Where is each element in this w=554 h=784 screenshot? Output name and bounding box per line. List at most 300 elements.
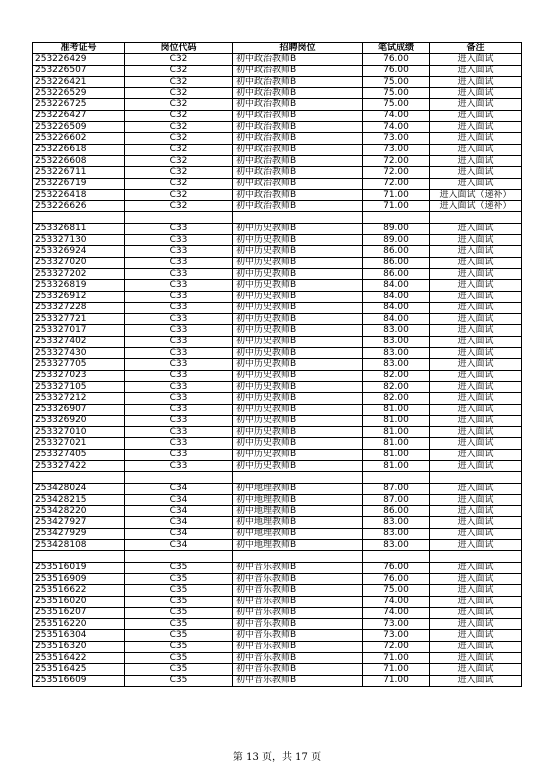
position-cell: 初中政治教师B xyxy=(233,178,363,189)
position-code-cell: C32 xyxy=(125,178,233,189)
table-row xyxy=(33,494,522,505)
score-cell: 71.00 xyxy=(363,664,430,675)
remark-cell: 进入面试（递补） xyxy=(430,201,522,212)
table-row xyxy=(33,641,522,652)
remark-cell: 进入面试 xyxy=(430,325,522,336)
position-code-cell: C33 xyxy=(125,302,233,313)
score-cell: 81.00 xyxy=(363,415,430,426)
exam-id-cell: 253427929 xyxy=(33,528,125,539)
exam-id-cell: 253327405 xyxy=(33,449,125,460)
exam-id-cell: 253226427 xyxy=(33,110,125,121)
position-cell: 初中历史教师B xyxy=(233,280,363,291)
remark-cell xyxy=(430,212,522,223)
score-cell: 86.00 xyxy=(363,506,430,517)
remark-cell xyxy=(430,472,522,483)
position-cell: 初中音乐教师B xyxy=(233,607,363,618)
position-cell: 初中政治教师B xyxy=(233,99,363,110)
position-code-cell: C32 xyxy=(125,155,233,166)
position-code-cell: C33 xyxy=(125,314,233,325)
score-cell: 83.00 xyxy=(363,325,430,336)
table-row xyxy=(33,122,522,133)
remark-cell: 进入面试 xyxy=(430,223,522,234)
position-cell: 初中政治教师B xyxy=(233,155,363,166)
table-row xyxy=(33,381,522,392)
table-row xyxy=(33,596,522,607)
remark-cell: 进入面试 xyxy=(430,280,522,291)
score-cell: 71.00 xyxy=(363,653,430,664)
table-row xyxy=(33,573,522,584)
exam-id-cell: 253326924 xyxy=(33,246,125,257)
position-cell: 初中音乐教师B xyxy=(233,630,363,641)
score-cell: 72.00 xyxy=(363,167,430,178)
exam-id-cell: 253226429 xyxy=(33,54,125,65)
exam-id-cell: 253516220 xyxy=(33,619,125,630)
score-cell: 76.00 xyxy=(363,65,430,76)
position-cell: 初中历史教师B xyxy=(233,348,363,359)
table-row xyxy=(33,619,522,630)
exam-id-cell: 253516020 xyxy=(33,596,125,607)
remark-cell xyxy=(430,551,522,562)
position-code-cell: C35 xyxy=(125,585,233,596)
position-cell: 初中地理教师B xyxy=(233,540,363,551)
exam-id-cell: 253327202 xyxy=(33,268,125,279)
position-code-cell: C33 xyxy=(125,415,233,426)
position-cell: 初中音乐教师B xyxy=(233,664,363,675)
score-cell: 71.00 xyxy=(363,201,430,212)
position-code-cell: C32 xyxy=(125,144,233,155)
score-cell: 76.00 xyxy=(363,54,430,65)
position-code-cell: C33 xyxy=(125,359,233,370)
exam-id-cell xyxy=(33,472,125,483)
table-row xyxy=(33,517,522,528)
position-cell xyxy=(233,472,363,483)
remark-cell: 进入面试 xyxy=(430,404,522,415)
position-code-cell: C33 xyxy=(125,223,233,234)
table-row xyxy=(33,393,522,404)
score-cell: 81.00 xyxy=(363,449,430,460)
header-position: 招聘岗位 xyxy=(233,43,363,54)
table-row xyxy=(33,653,522,664)
remark-cell: 进入面试 xyxy=(430,302,522,313)
position-code-cell: C35 xyxy=(125,573,233,584)
exam-id-cell: 253327105 xyxy=(33,381,125,392)
table-row xyxy=(33,528,522,539)
exam-id-cell: 253327430 xyxy=(33,348,125,359)
exam-id-cell: 253516304 xyxy=(33,630,125,641)
table-row xyxy=(33,336,522,347)
results-table xyxy=(32,42,522,687)
table-body xyxy=(33,54,522,687)
position-code-cell: C33 xyxy=(125,325,233,336)
position-cell xyxy=(233,212,363,223)
table-row xyxy=(33,460,522,471)
exam-id-cell xyxy=(33,551,125,562)
position-cell: 初中历史教师B xyxy=(233,370,363,381)
position-code-cell: C32 xyxy=(125,99,233,110)
table-row xyxy=(33,664,522,675)
position-code-cell: C32 xyxy=(125,201,233,212)
position-cell: 初中政治教师B xyxy=(233,122,363,133)
score-cell: 72.00 xyxy=(363,641,430,652)
position-code-cell: C32 xyxy=(125,110,233,121)
position-code-cell: C33 xyxy=(125,460,233,471)
score-cell: 81.00 xyxy=(363,438,430,449)
remark-cell: 进入面试 xyxy=(430,619,522,630)
position-code-cell: C35 xyxy=(125,675,233,686)
score-cell: 89.00 xyxy=(363,235,430,246)
score-cell: 73.00 xyxy=(363,619,430,630)
position-cell: 初中政治教师B xyxy=(233,144,363,155)
position-code-cell: C32 xyxy=(125,189,233,200)
table-row xyxy=(33,438,522,449)
score-cell: 87.00 xyxy=(363,494,430,505)
table-row xyxy=(33,268,522,279)
table-row xyxy=(33,76,522,87)
position-cell: 初中音乐教师B xyxy=(233,573,363,584)
position-code-cell xyxy=(125,212,233,223)
exam-id-cell: 253327402 xyxy=(33,336,125,347)
table-row xyxy=(33,404,522,415)
table-row xyxy=(33,257,522,268)
position-code-cell: C33 xyxy=(125,336,233,347)
position-cell: 初中历史教师B xyxy=(233,393,363,404)
position-code-cell: C35 xyxy=(125,596,233,607)
position-code-cell: C33 xyxy=(125,348,233,359)
position-code-cell: C32 xyxy=(125,65,233,76)
score-cell: 83.00 xyxy=(363,348,430,359)
position-cell xyxy=(233,551,363,562)
score-cell: 83.00 xyxy=(363,517,430,528)
remark-cell: 进入面试 xyxy=(430,540,522,551)
position-code-cell: C32 xyxy=(125,122,233,133)
position-cell: 初中历史教师B xyxy=(233,449,363,460)
position-code-cell: C33 xyxy=(125,235,233,246)
remark-cell: 进入面试 xyxy=(430,76,522,87)
score-cell: 72.00 xyxy=(363,178,430,189)
table-spacer-row xyxy=(33,472,522,483)
position-cell: 初中历史教师B xyxy=(233,223,363,234)
remark-cell: 进入面试 xyxy=(430,596,522,607)
score-cell: 73.00 xyxy=(363,144,430,155)
exam-id-cell: 253226418 xyxy=(33,189,125,200)
position-cell: 初中音乐教师B xyxy=(233,619,363,630)
exam-id-cell: 253326819 xyxy=(33,280,125,291)
table-row xyxy=(33,427,522,438)
position-cell: 初中政治教师B xyxy=(233,88,363,99)
score-cell: 89.00 xyxy=(363,223,430,234)
table-row xyxy=(33,348,522,359)
exam-id-cell: 253428215 xyxy=(33,494,125,505)
position-cell: 初中历史教师B xyxy=(233,268,363,279)
exam-id-cell: 253226719 xyxy=(33,178,125,189)
position-code-cell: C33 xyxy=(125,291,233,302)
remark-cell: 进入面试 xyxy=(430,155,522,166)
remark-cell: 进入面试 xyxy=(430,178,522,189)
remark-cell: 进入面试 xyxy=(430,494,522,505)
position-cell: 初中历史教师B xyxy=(233,427,363,438)
position-cell: 初中历史教师B xyxy=(233,404,363,415)
remark-cell: 进入面试 xyxy=(430,562,522,573)
position-cell: 初中地理教师B xyxy=(233,494,363,505)
score-cell: 82.00 xyxy=(363,393,430,404)
score-cell: 74.00 xyxy=(363,607,430,618)
position-cell: 初中历史教师B xyxy=(233,415,363,426)
score-cell: 83.00 xyxy=(363,528,430,539)
table-row xyxy=(33,540,522,551)
position-cell: 初中历史教师B xyxy=(233,381,363,392)
exam-id-cell: 253226608 xyxy=(33,155,125,166)
remark-cell: 进入面试 xyxy=(430,314,522,325)
position-code-cell: C33 xyxy=(125,246,233,257)
remark-cell: 进入面试 xyxy=(430,336,522,347)
position-cell: 初中政治教师B xyxy=(233,65,363,76)
position-code-cell: C33 xyxy=(125,381,233,392)
score-cell: 82.00 xyxy=(363,381,430,392)
position-code-cell xyxy=(125,551,233,562)
remark-cell: 进入面试 xyxy=(430,653,522,664)
exam-id-cell: 253516207 xyxy=(33,607,125,618)
remark-cell: 进入面试 xyxy=(430,65,522,76)
table-row xyxy=(33,280,522,291)
exam-id-cell: 253326907 xyxy=(33,404,125,415)
header-exam-id: 准考证号 xyxy=(33,43,125,54)
remark-cell: 进入面试 xyxy=(430,99,522,110)
table-row xyxy=(33,189,522,200)
exam-id-cell: 253327017 xyxy=(33,325,125,336)
position-cell: 初中音乐教师B xyxy=(233,596,363,607)
exam-id-cell: 253226509 xyxy=(33,122,125,133)
position-code-cell: C35 xyxy=(125,607,233,618)
page-footer: 第 13 页，共 17 页 xyxy=(232,752,322,763)
remark-cell: 进入面试 xyxy=(430,257,522,268)
score-cell: 81.00 xyxy=(363,404,430,415)
score-cell: 86.00 xyxy=(363,268,430,279)
position-cell: 初中政治教师B xyxy=(233,189,363,200)
remark-cell: 进入面试 xyxy=(430,460,522,471)
position-cell: 初中地理教师B xyxy=(233,506,363,517)
position-code-cell: C34 xyxy=(125,528,233,539)
exam-id-cell: 253516609 xyxy=(33,675,125,686)
header-remark: 备注 xyxy=(430,43,522,54)
header-position-code: 岗位代码 xyxy=(125,43,233,54)
exam-id-cell: 253516422 xyxy=(33,653,125,664)
position-cell: 初中历史教师B xyxy=(233,235,363,246)
score-cell: 73.00 xyxy=(363,630,430,641)
position-cell: 初中历史教师B xyxy=(233,314,363,325)
exam-id-cell: 253327010 xyxy=(33,427,125,438)
position-code-cell: C33 xyxy=(125,257,233,268)
score-cell: 72.00 xyxy=(363,155,430,166)
score-cell: 87.00 xyxy=(363,483,430,494)
position-code-cell: C33 xyxy=(125,449,233,460)
score-cell: 84.00 xyxy=(363,280,430,291)
remark-cell: 进入面试 xyxy=(430,449,522,460)
table-row xyxy=(33,449,522,460)
exam-id-cell: 253226711 xyxy=(33,167,125,178)
exam-id-cell: 253327705 xyxy=(33,359,125,370)
table-row xyxy=(33,155,522,166)
remark-cell: 进入面试 xyxy=(430,291,522,302)
header-score: 笔试成绩 xyxy=(363,43,430,54)
score-cell: 76.00 xyxy=(363,573,430,584)
position-cell: 初中历史教师B xyxy=(233,257,363,268)
exam-id-cell: 253326912 xyxy=(33,291,125,302)
remark-cell: 进入面试 xyxy=(430,573,522,584)
exam-id-cell: 253428024 xyxy=(33,483,125,494)
exam-id-cell: 253428220 xyxy=(33,506,125,517)
exam-id-cell: 253327130 xyxy=(33,235,125,246)
remark-cell: 进入面试 xyxy=(430,641,522,652)
position-cell: 初中政治教师B xyxy=(233,167,363,178)
position-cell: 初中历史教师B xyxy=(233,438,363,449)
score-cell: 75.00 xyxy=(363,99,430,110)
table-row xyxy=(33,88,522,99)
remark-cell: 进入面试 xyxy=(430,675,522,686)
score-cell: 86.00 xyxy=(363,246,430,257)
position-code-cell: C33 xyxy=(125,370,233,381)
table-row xyxy=(33,506,522,517)
table-row xyxy=(33,291,522,302)
remark-cell: 进入面试（递补） xyxy=(430,189,522,200)
position-code-cell: C32 xyxy=(125,133,233,144)
table-row xyxy=(33,370,522,381)
table-row xyxy=(33,607,522,618)
remark-cell: 进入面试 xyxy=(430,585,522,596)
position-code-cell: C34 xyxy=(125,494,233,505)
table-row xyxy=(33,675,522,686)
remark-cell: 进入面试 xyxy=(430,506,522,517)
exam-id-cell: 253226507 xyxy=(33,65,125,76)
position-code-cell: C33 xyxy=(125,427,233,438)
score-cell: 84.00 xyxy=(363,291,430,302)
remark-cell: 进入面试 xyxy=(430,528,522,539)
score-cell: 73.00 xyxy=(363,133,430,144)
remark-cell: 进入面试 xyxy=(430,122,522,133)
position-cell: 初中音乐教师B xyxy=(233,585,363,596)
position-code-cell: C35 xyxy=(125,619,233,630)
score-cell xyxy=(363,472,430,483)
score-cell: 86.00 xyxy=(363,257,430,268)
exam-id-cell: 253516425 xyxy=(33,664,125,675)
position-code-cell: C32 xyxy=(125,76,233,87)
remark-cell: 进入面试 xyxy=(430,359,522,370)
position-cell: 初中音乐教师B xyxy=(233,641,363,652)
exam-id-cell: 253516909 xyxy=(33,573,125,584)
score-cell: 75.00 xyxy=(363,76,430,87)
table-row xyxy=(33,483,522,494)
remark-cell: 进入面试 xyxy=(430,235,522,246)
exam-id-cell: 253326811 xyxy=(33,223,125,234)
position-cell: 初中音乐教师B xyxy=(233,562,363,573)
remark-cell: 进入面试 xyxy=(430,483,522,494)
score-cell xyxy=(363,551,430,562)
remark-cell: 进入面试 xyxy=(430,144,522,155)
table-spacer-row xyxy=(33,551,522,562)
position-cell: 初中地理教师B xyxy=(233,528,363,539)
table-row xyxy=(33,110,522,121)
remark-cell: 进入面试 xyxy=(430,607,522,618)
position-cell: 初中音乐教师B xyxy=(233,653,363,664)
position-cell: 初中政治教师B xyxy=(233,201,363,212)
score-cell: 75.00 xyxy=(363,585,430,596)
score-cell xyxy=(363,212,430,223)
position-code-cell: C35 xyxy=(125,641,233,652)
remark-cell: 进入面试 xyxy=(430,370,522,381)
table-row xyxy=(33,201,522,212)
exam-id-cell: 253516320 xyxy=(33,641,125,652)
position-cell: 初中政治教师B xyxy=(233,110,363,121)
position-code-cell: C32 xyxy=(125,167,233,178)
score-cell: 74.00 xyxy=(363,596,430,607)
score-cell: 84.00 xyxy=(363,302,430,313)
position-code-cell: C33 xyxy=(125,404,233,415)
remark-cell: 进入面试 xyxy=(430,438,522,449)
table-row xyxy=(33,144,522,155)
position-code-cell: C34 xyxy=(125,483,233,494)
score-cell: 84.00 xyxy=(363,314,430,325)
position-code-cell: C35 xyxy=(125,562,233,573)
table-spacer-row xyxy=(33,212,522,223)
exam-id-cell xyxy=(33,212,125,223)
position-code-cell: C35 xyxy=(125,653,233,664)
position-cell: 初中历史教师B xyxy=(233,302,363,313)
remark-cell: 进入面试 xyxy=(430,393,522,404)
score-cell: 76.00 xyxy=(363,562,430,573)
remark-cell: 进入面试 xyxy=(430,664,522,675)
remark-cell: 进入面试 xyxy=(430,246,522,257)
position-code-cell: C33 xyxy=(125,438,233,449)
position-code-cell: C32 xyxy=(125,54,233,65)
remark-cell: 进入面试 xyxy=(430,427,522,438)
position-code-cell: C32 xyxy=(125,88,233,99)
score-cell: 81.00 xyxy=(363,460,430,471)
exam-id-cell: 253226421 xyxy=(33,76,125,87)
remark-cell: 进入面试 xyxy=(430,381,522,392)
table-header-row xyxy=(33,43,522,54)
table-row xyxy=(33,415,522,426)
table-row xyxy=(33,325,522,336)
exam-id-cell: 253516622 xyxy=(33,585,125,596)
remark-cell: 进入面试 xyxy=(430,630,522,641)
score-cell: 74.00 xyxy=(363,110,430,121)
table-row xyxy=(33,246,522,257)
exam-id-cell: 253327023 xyxy=(33,370,125,381)
position-cell: 初中历史教师B xyxy=(233,460,363,471)
position-cell: 初中政治教师B xyxy=(233,133,363,144)
position-code-cell: C33 xyxy=(125,268,233,279)
table-row xyxy=(33,99,522,110)
table-row xyxy=(33,562,522,573)
position-code-cell: C34 xyxy=(125,506,233,517)
remark-cell: 进入面试 xyxy=(430,88,522,99)
position-cell: 初中历史教师B xyxy=(233,246,363,257)
exam-id-cell: 253327212 xyxy=(33,393,125,404)
score-cell: 81.00 xyxy=(363,427,430,438)
position-cell: 初中历史教师B xyxy=(233,325,363,336)
position-code-cell: C33 xyxy=(125,393,233,404)
remark-cell: 进入面试 xyxy=(430,268,522,279)
table-row xyxy=(33,359,522,370)
exam-id-cell: 253226529 xyxy=(33,88,125,99)
exam-id-cell: 253327721 xyxy=(33,314,125,325)
position-code-cell: C35 xyxy=(125,630,233,641)
position-cell: 初中地理教师B xyxy=(233,517,363,528)
exam-id-cell: 253226725 xyxy=(33,99,125,110)
table-row xyxy=(33,178,522,189)
table-row xyxy=(33,235,522,246)
remark-cell: 进入面试 xyxy=(430,517,522,528)
position-code-cell: C35 xyxy=(125,664,233,675)
